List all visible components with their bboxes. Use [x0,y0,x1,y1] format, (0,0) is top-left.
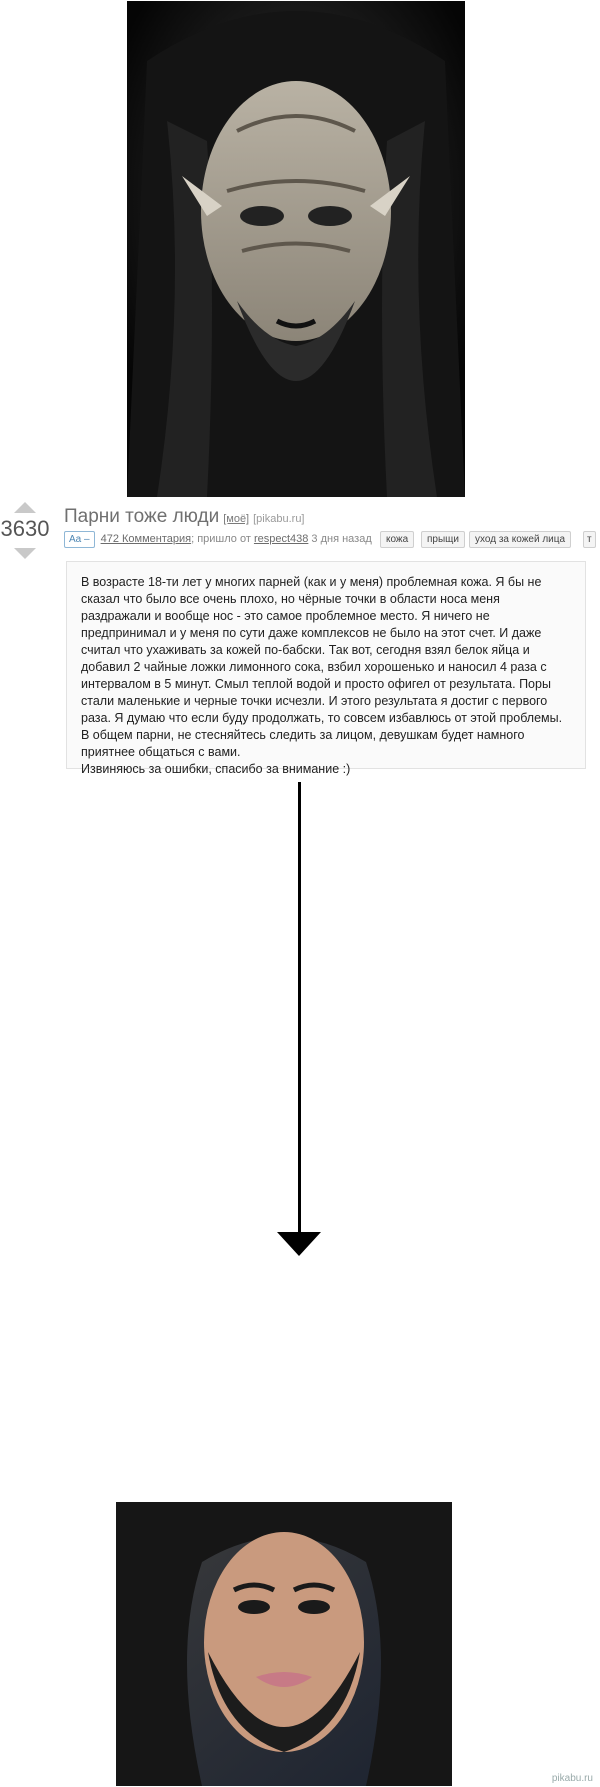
post-title-row [64,506,305,528]
post-meta [64,531,372,549]
arrow-down-icon [277,1232,321,1256]
tag-skin[interactable]: кожа [380,531,414,548]
tag-face-care[interactable]: уход за кожей лица [469,531,571,548]
font-size-button[interactable]: Aa – [64,531,95,548]
watermark: pikabu.ru [549,1772,596,1785]
mine-label[interactable]: [моё] [223,513,250,525]
top-photo [127,1,465,497]
bottom-photo [116,1502,452,1786]
bearded-person-illustration [116,1502,452,1786]
source-label: [pikabu.ru] [253,513,305,525]
author-link[interactable]: respect438 [253,533,309,545]
post-title[interactable]: Парни тоже люди [64,506,220,527]
post-time: 3 дня назад [308,533,372,545]
post-rating: 3630 [0,516,50,541]
comments-link[interactable]: 472 Комментария [100,533,192,545]
vote-up-button[interactable] [14,502,36,513]
masked-man-illustration [127,1,465,497]
tag-acne[interactable]: прыщи [421,531,465,548]
story-paragraph: В возрасте 18-ти лет у многих парней (как и у меня) проблемная кожа. Я бы не сказал что было все очень плохо, но чёрные точки в области носа меня раздражали и вообще нос - это самое проблемное место. Я ничего не предпринимал и у меня по сути даже комплексов не было на этот счет. И даже считал что ухаживать за кожей по-бабски. Так вот, сегодня взял белок яйца и добавил 2 чайные ложки лимонного сока, взбил хорошенько и наносил 4 раза с интервалом в 5 минут. Смыл теплой водой и просто офигел от результата. Поры стали маленькие и черные точки исчезли. И этого результата я достиг с первого раза. Я думаю что если буду продолжать, то совсем избавлюсь от этой проблемы. В общем парни, не стесняйтесь следить за лицом, девушкам будет намного приятнее общаться с вами. [81,575,563,759]
vote-down-button[interactable] [14,548,36,559]
story-box [66,561,586,776]
tag-truncated[interactable]: т [583,531,596,548]
story-paragraph-closing: Извиняюсь за ошибки, спасибо за внимание :) [81,762,351,776]
meta-from-text: ; пришло от [191,533,254,545]
arrow-line [298,782,301,1248]
